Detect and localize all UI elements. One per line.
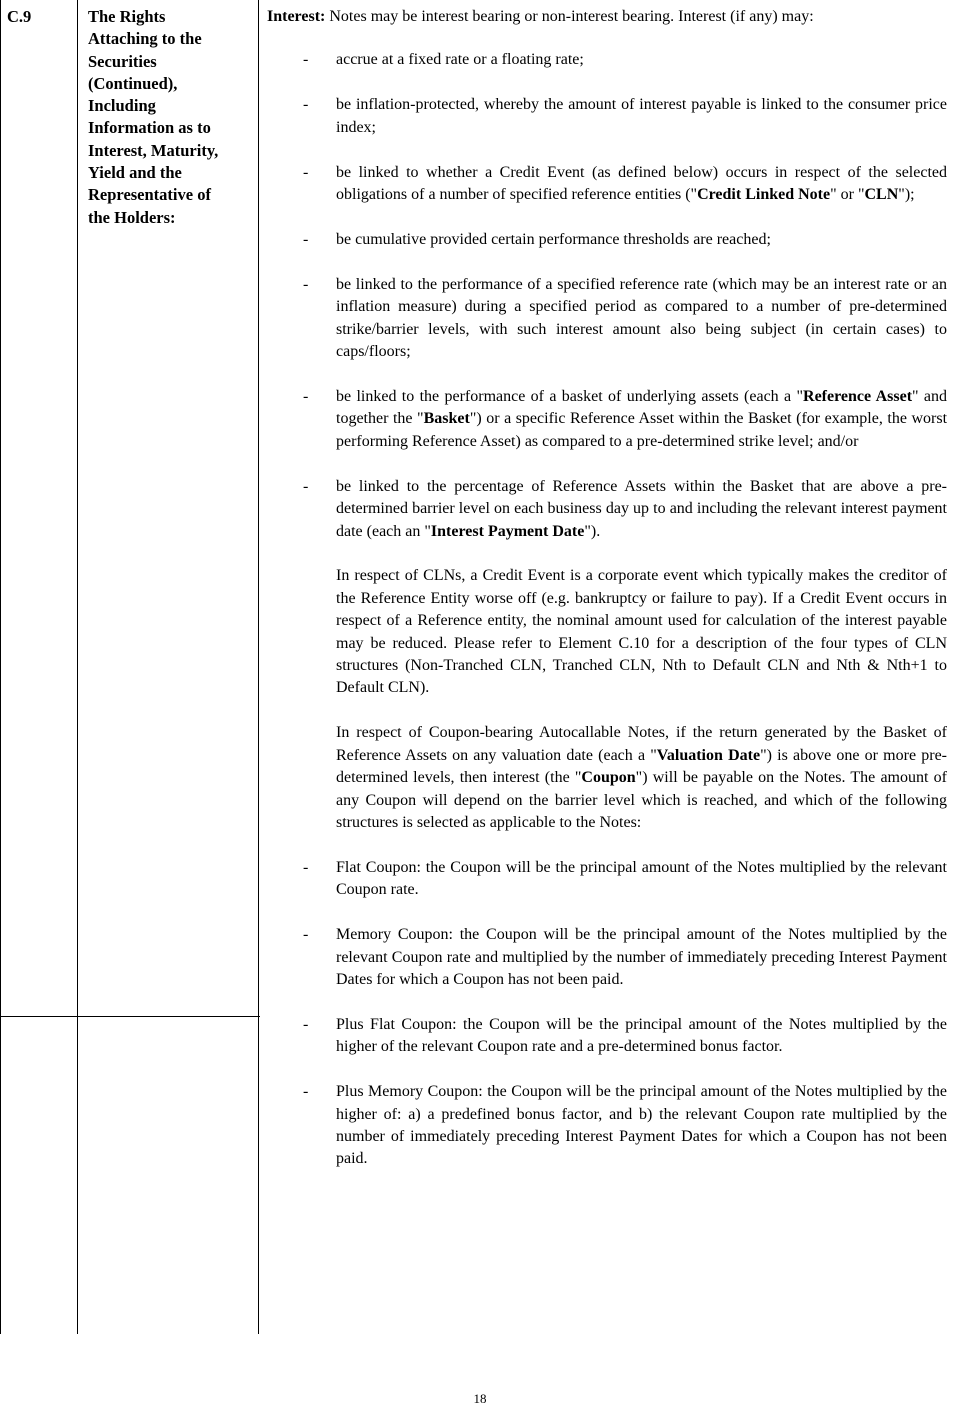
bullet-item: [267, 386, 947, 453]
defined-term: Interest Payment Date: [430, 522, 585, 540]
page-number: 18: [473, 1391, 487, 1406]
bullet-dash: -: [303, 163, 309, 181]
element-title-line: Yield and the: [88, 163, 182, 183]
element-title-line: the Holders:: [88, 207, 176, 227]
text-segment: be linked to the performance of a specified reference rate (which may be an interest rate or an inflation measure) during a specified period as compared to a number of pre-determined strike/barrier levels, with such interest amount also being subject (in certain cases) to caps/floors;: [336, 275, 947, 361]
element-title-line: (Continued),: [88, 73, 178, 93]
text-segment: ") is above one or more pre-determined levels, then interest (the ": [336, 746, 947, 787]
bullet-item: [267, 49, 947, 71]
bullet-item: [267, 94, 947, 139]
element-title: [88, 6, 258, 229]
text-segment: ") will be payable on the Notes. The amount of any Coupon will depend on the barrier level which is reached, and which of the following structures is selected as applicable to the Notes:: [336, 769, 947, 831]
text-segment: accrue at a fixed rate or a floating rate;: [336, 51, 584, 69]
body-paragraph: [267, 565, 947, 699]
table-column-divider-1: [77, 0, 78, 1334]
intro-label: Interest:: [267, 8, 326, 25]
text-segment: ");: [898, 186, 915, 204]
body-paragraph: [267, 722, 947, 834]
bullet-dash: -: [303, 230, 309, 248]
element-title-line: Representative of: [88, 185, 211, 205]
bullet-dash: -: [303, 926, 309, 944]
text-segment: Flat Coupon: the Coupon will be the principal amount of the Notes multiplied by the relevant Coupon rate.: [336, 858, 947, 899]
bullet-dash: -: [303, 858, 309, 876]
body-blocks: [267, 49, 947, 1170]
bullet-item: [267, 274, 947, 364]
defined-term: CLN: [864, 186, 899, 204]
bullet-dash: -: [303, 1015, 309, 1033]
defined-term: Valuation Date: [656, 746, 761, 764]
bullet-dash: -: [303, 387, 309, 405]
table-left-border: [0, 0, 1, 1334]
element-title-line: Including: [88, 96, 156, 116]
text-segment: Plus Memory Coupon: the Coupon will be the principal amount of the Notes multiplied by the higher of: a) a predefined bonus factor, and b) the relevant Coupon rate multiplied by the number of immediately preceding Interest Payment Dates for which a Coupon has not been paid.: [336, 1083, 947, 1168]
text-segment: ").: [584, 522, 601, 540]
bullet-item: [267, 857, 947, 902]
element-body: [267, 6, 947, 1193]
defined-term: Credit Linked Note: [697, 186, 831, 204]
text-segment: be linked to whether a Credit Event (as defined below) occurs in respect of the selected obligations of a number of specified reference entities (": [336, 163, 947, 204]
defined-term: Coupon: [581, 769, 636, 787]
bullet-item: [267, 1014, 947, 1059]
bullet-item: [267, 1081, 947, 1171]
element-title-line: Securities: [88, 51, 157, 71]
intro-text: Notes may be interest bearing or non-interest bearing. Interest (if any) may:: [325, 8, 814, 25]
bullet-item: [267, 162, 947, 207]
text-segment: Memory Coupon: the Coupon will be the principal amount of the Notes multiplied by the relevant Coupon rate and multiplied by the number of immediately preceding Interest Payment Dates for which a Coupon has not been paid.: [336, 926, 947, 988]
text-segment: In respect of CLNs, a Credit Event is a corporate event which typically makes the creditor of the Reference Entity worse off (e.g. bankruptcy or failure to pay). If a Credit Event occurs in respect of a Reference entity, the nominal amount used for calculation of the interest payable may be reduced. Please refer to Element C.10 for a description of the four types of CLN structures (Non-Tranched CLN, Tranched CLN, Nth to Default CLN and Nth & Nth+1 to Default CLN).: [336, 567, 947, 697]
element-title-line: Attaching to the: [88, 29, 202, 49]
text-segment: In respect of Coupon-bearing Autocallable Notes, if the return generated by the Basket of Reference Assets on any valuation date (each a ": [336, 724, 947, 764]
bullet-item: [267, 229, 947, 251]
element-title-line: Interest, Maturity,: [88, 140, 219, 160]
bullet-dash: -: [303, 1083, 309, 1101]
element-number: C.9: [7, 7, 32, 26]
bullet-item: [267, 476, 947, 543]
text-segment: ") or a specific Reference Asset within the Basket (for example, the worst performing Reference Asset) as compared to a pre-determined strike level; and/or: [336, 410, 948, 450]
text-segment: be linked to the performance of a basket of underlying assets (each a ": [336, 387, 804, 405]
table-row-divider: [0, 1016, 260, 1017]
text-segment: be linked to the percentage of Reference Assets within the Basket that are above a pre-determined barrier level on each business day up to and including the relevant interest payment date (each an ": [336, 477, 947, 540]
intro-paragraph: [267, 6, 947, 28]
defined-term: Reference Asset: [803, 387, 913, 405]
bullet-dash: -: [303, 96, 309, 114]
bullet-item: [267, 924, 947, 991]
table-column-divider-2: [258, 0, 259, 1334]
element-title-line: Information as to: [88, 118, 211, 138]
bullet-dash: -: [303, 51, 309, 69]
text-segment: " or ": [830, 186, 865, 204]
bullet-dash: -: [303, 477, 309, 495]
text-segment: Plus Flat Coupon: the Coupon will be the principal amount of the Notes multiplied by the higher of the relevant Coupon rate and a pre-determined bonus factor.: [336, 1015, 947, 1056]
text-segment: be cumulative provided certain performance thresholds are reached;: [336, 230, 771, 248]
text-segment: " and together the ": [336, 387, 948, 428]
text-segment: be inflation-protected, whereby the amount of interest payable is linked to the consumer price index;: [336, 96, 947, 136]
bullet-dash: -: [303, 275, 309, 293]
defined-term: Basket: [423, 410, 470, 428]
element-title-line: The Rights: [88, 7, 166, 26]
